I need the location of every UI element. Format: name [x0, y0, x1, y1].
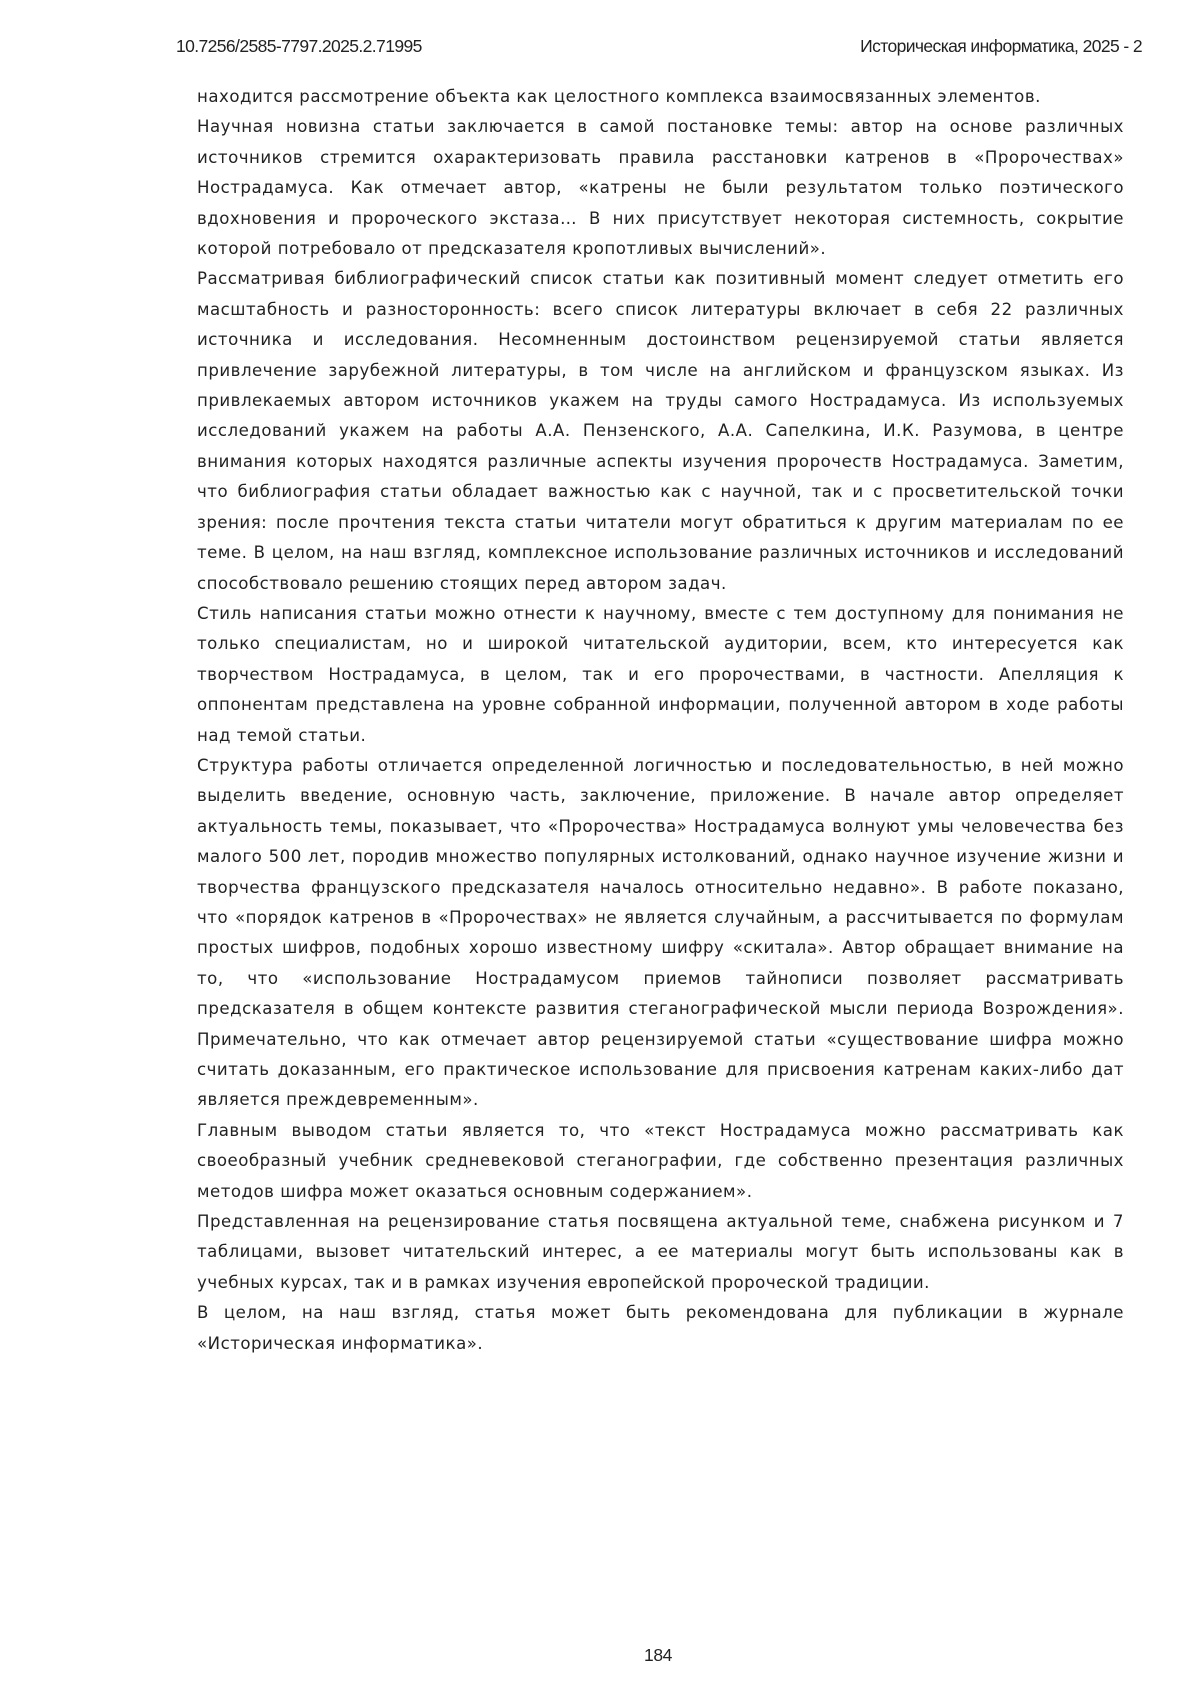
paragraph-style: Стиль написания статьи можно отнести к научному, вместе с тем доступному для понимания не только специалистам, но и широкой читательской аудитории, всем, кто интересуется как творчеством Нострадамуса, в целом, так и его пророчествами, в частности. Апелляция к оппонентам представлена на уровне собранной информации, полученной автором в ходе работы над темой статьи. — [197, 603, 1124, 745]
paragraph-bibliography: Рассматривая библиографический список статьи как позитивный момент следует отметить его масштабность и разносторонность: всего список литературы включает в себя 22 различных источника и исследования. Несомненным достоинством рецензируемой статьи является привлечение зарубежной литературы, в том числе на английском и французском языках. Из привлекаемых автором источников укажем на труды самого Нострадамуса. Из используемых исследований укажем на работы А.А. Пензенского, А.А. Сапелкина, И.К. Разумова, в центре внимания которых находятся различные аспекты изучения пророчеств Нострадамуса. Заметим, что библиография статьи обладает важностью как с научной, так и с просветительской точки зрения: после прочтения текста статьи читатели могут обратиться к другим материалам по ее теме. В целом, на наш взгляд, комплексное использование различных источников и исследований способствовало решению стоящих перед автором задач. — [197, 269, 1124, 593]
paragraph-main-conclusion: Главным выводом статьи является то, что «текст Нострадамуса можно рассматривать как своеобразный учебник средневековой стеганографии, где собственно презентация различных методов шифра может оказаться основным содержанием». — [197, 1120, 1124, 1201]
running-header — [176, 36, 1142, 62]
page-number: 184 — [644, 1645, 672, 1665]
paragraph-assessment: Представленная на рецензирование статья посвящена актуальной теме, снабжена рисунком и 7 таблицами, вызовет читательский интерес, а ее материалы могут быть использованы как в учебных курсах, так и в рамках изучения европейской пророческой традиции. — [197, 1212, 1124, 1292]
paragraph-continuation: находится рассмотрение объекта как целостного комплекса взаимосвязанных элементов. — [197, 87, 1041, 106]
paragraph-novelty: Научная новизна статьи заключается в самой постановке темы: автор на основе различных источников стремится охарактеризовать правила расстановки катренов в «Пророчествах» Нострадамуса. Как отмечает автор, «катрены не были результатом только поэтического вдохновения и пророческого экстаза… В них присутствует некоторая системность, сокрытие которой потребовало от предсказателя кропотливых вычислений». — [197, 117, 1124, 259]
doi-label: 10.7256/2585-7797.2025.2.71995 — [176, 36, 422, 56]
paragraph-recommendation: В целом, на наш взгляд, статья может быть рекомендована для публикации в журнале «Историческая информатика». — [197, 1303, 1124, 1353]
journal-issue-label: Историческая информатика, 2025 - 2 — [860, 36, 1142, 56]
paragraph-structure: Структура работы отличается определенной логичностью и последовательностью, в ней можно выделить введение, основную часть, заключение, приложение. В начале автор определяет актуальность темы, показывает, что «Пророчества» Нострадамуса волнуют умы человечества без малого 500 лет, породив множество популярных истолкований, однако научное изучение жизни и творчества французского предсказателя началось относительно недавно». В работе показано, что «порядок катренов в «Пророчествах» не является случайным, а рассчитывается по формулам простых шифров, подобных хорошо известному шифру «скитала». Автор обращает внимание на то, что «использование Нострадамусом приемов тайнописи позволяет рассматривать предсказателя в общем контексте развития стеганографической мысли периода Возрождения». Примечательно, что как отмечает автор рецензируемой статьи «существование шифра можно считать доказанным, его практическое использование для присвоения катренам каких-либо дат является преждевременным». — [197, 755, 1124, 1110]
review-body-text — [197, 82, 1124, 1359]
